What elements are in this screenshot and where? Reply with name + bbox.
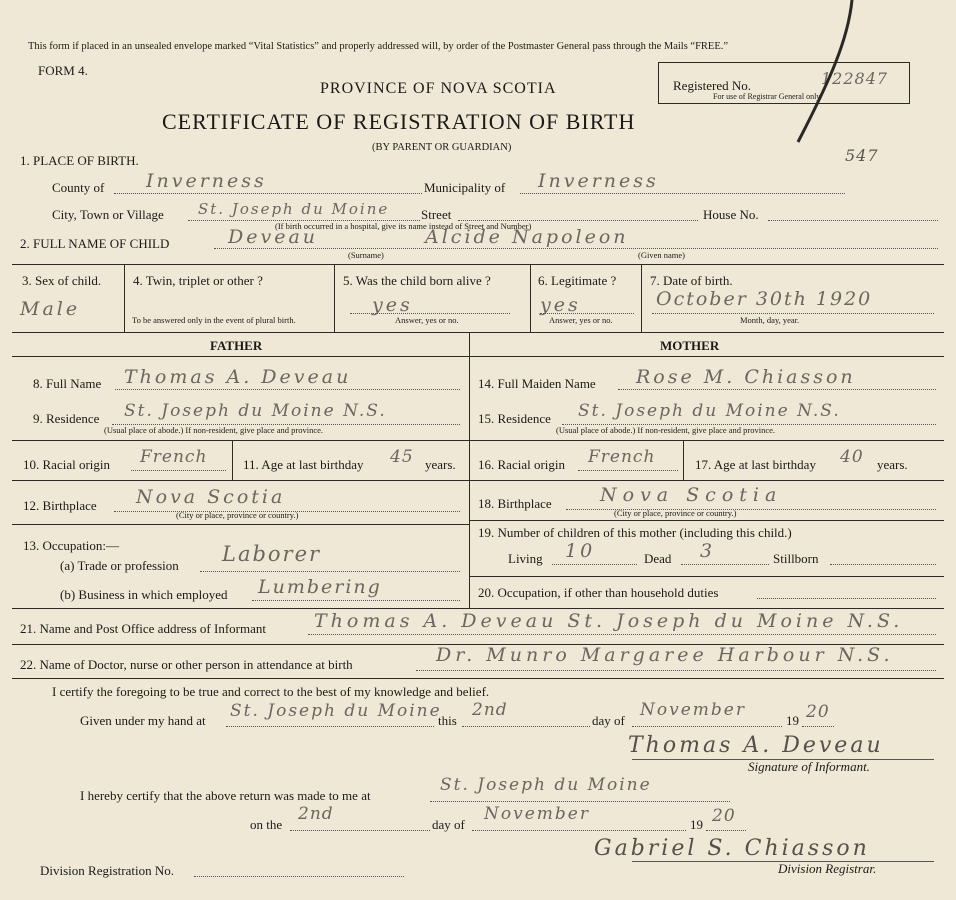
father-heading: FATHER [210, 338, 263, 353]
born-alive-label: 5. Was the child born alive ? [343, 273, 491, 288]
father-age-label: 11. Age at last birthday [243, 457, 364, 472]
father-name-value: Thomas A. Deveau [124, 366, 352, 388]
registrar-day-value: 2nd [298, 804, 334, 824]
mother-residence-note: (Usual place of abode.) If non-resident, give place and province. [556, 425, 776, 435]
mother-children-label: 19. Number of children of this mother (including this child.) [478, 525, 792, 540]
house-number-label: House No. [703, 207, 759, 222]
city-value: St. Joseph du Moine [198, 200, 390, 218]
form-number: FORM 4. [38, 63, 88, 78]
father-occupation-label: 13. Occupation:— [23, 538, 120, 553]
stillborn-label: Stillborn [773, 551, 819, 566]
mother-birthplace-value: Nova Scotia [600, 484, 783, 506]
dead-value: 3 [700, 540, 716, 562]
registered-value: 122847 [821, 69, 889, 88]
living-label: Living [508, 551, 543, 566]
certify-statement: I certify the foregoing to be true and correct to the best of my knowledge and belief. [52, 684, 490, 699]
informant-value: Thomas A. Deveau St. Joseph du Moine N.S. [314, 610, 904, 632]
living-value: 10 [565, 540, 596, 562]
mail-notice: This form if placed in an unsealed envelope marked “Vital Statistics” and properly addressed will, by order of the Postmaster General pass through the Mails “FREE.” [28, 41, 729, 52]
mother-name-value: Rose M. Chiasson [636, 366, 856, 388]
father-name-label: 8. Full Name [33, 376, 102, 391]
street-label: Street [421, 207, 452, 222]
father-residence-label: 9. Residence [33, 411, 100, 426]
certification-day-of-label: day of [592, 713, 625, 728]
pen-stroke [790, 0, 860, 150]
certification-month-value: November [640, 700, 746, 720]
mother-heading: MOTHER [660, 338, 720, 353]
father-business-label: (b) Business in which employed [60, 587, 228, 602]
father-trade-label: (a) Trade or profession [60, 558, 179, 573]
mother-racial-origin-value: French [588, 447, 656, 467]
registrar-year-value: 20 [712, 806, 736, 826]
father-birthplace-label: 12. Birthplace [23, 498, 97, 513]
registrar-signature-caption: Division Registrar. [778, 861, 877, 876]
child-surname-value: Deveau [228, 226, 319, 248]
father-racial-origin-label: 10. Racial origin [23, 457, 111, 472]
informant-signature: Thomas A. Deveau [628, 733, 884, 758]
doctor-value: Dr. Munro Margaree Harbour N.S. [436, 644, 894, 666]
place-of-birth-heading: 1. PLACE OF BIRTH. [20, 153, 139, 168]
registered-label: Registered No. [673, 78, 751, 93]
mother-racial-origin-label: 16. Racial origin [478, 457, 566, 472]
legitimate-note: Answer, yes or no. [549, 315, 613, 325]
mother-name-label: 14. Full Maiden Name [478, 376, 596, 391]
father-trade-value: Laborer [222, 542, 322, 566]
certification-day-value: 2nd [472, 700, 508, 720]
mother-residence-label: 15. Residence [478, 411, 551, 426]
twin-label: 4. Twin, triplet or other ? [133, 273, 263, 288]
mother-age-value: 40 [840, 447, 864, 467]
father-age-value: 45 [390, 447, 414, 467]
registered-box [658, 62, 910, 104]
registrar-place-value: St. Joseph du Moine [440, 775, 652, 795]
registrar-day-of-label: day of [432, 817, 465, 832]
dead-label: Dead [644, 551, 672, 566]
given-place-value: St. Joseph du Moine [230, 701, 442, 721]
date-of-birth-note: Month, day, year. [740, 315, 800, 325]
child-name-label: 2. FULL NAME OF CHILD [20, 236, 170, 251]
city-label: City, Town or Village [52, 207, 164, 222]
father-racial-origin-value: French [140, 447, 208, 467]
municipality-label: Municipality of [424, 180, 506, 195]
legitimate-label: 6. Legitimate ? [538, 273, 617, 288]
informant-signature-caption: Signature of Informant. [748, 759, 870, 774]
mother-birthplace-label: 18. Birthplace [478, 496, 552, 511]
father-business-value: Lumbering [258, 576, 382, 598]
division-registration-label: Division Registration No. [40, 863, 174, 878]
municipality-value: Inverness [538, 170, 659, 192]
hospital-note: (If birth occurred in a hospital, give its name instead of Street and Number) [275, 221, 532, 231]
registrar-year-prefix: 19 [690, 817, 703, 832]
father-birthplace-value: Nova Scotia [136, 486, 286, 508]
certification-year-value: 20 [806, 702, 830, 722]
certification-year-prefix: 19 [786, 713, 799, 728]
father-residence-value: St. Joseph du Moine N.S. [124, 401, 387, 421]
mother-age-label: 17. Age at last birthday [695, 457, 816, 472]
date-of-birth-value: October 30th 1920 [656, 288, 873, 310]
born-alive-value: yes [372, 294, 413, 316]
corner-number: 547 [845, 146, 879, 165]
registrar-month-value: November [484, 804, 590, 824]
legitimate-value: yes [540, 294, 581, 316]
twin-note: To be answered only in the event of plural birth. [132, 315, 296, 325]
surname-caption: (Surname) [348, 250, 384, 260]
child-given-name-value: Alcide Napoleon [425, 226, 629, 248]
registrar-use-note: For use of Registrar General only. [713, 92, 822, 101]
certificate-subtitle: (BY PARENT OR GUARDIAN) [372, 142, 512, 153]
registrar-on-the-label: on the [250, 817, 283, 832]
doctor-label: 22. Name of Doctor, nurse or other person in attendance at birth [20, 657, 353, 672]
father-age-unit: years. [425, 457, 456, 472]
born-alive-note: Answer, yes or no. [395, 315, 459, 325]
mother-residence-value: St. Joseph du Moine N.S. [578, 401, 841, 421]
county-value: Inverness [146, 170, 267, 192]
mother-occupation-label: 20. Occupation, if other than household duties [478, 585, 719, 600]
father-birthplace-note: (City or place, province or country.) [176, 510, 299, 520]
father-residence-note: (Usual place of abode.) If non-resident, give place and province. [104, 425, 324, 435]
given-under-hand-label: Given under my hand at [80, 713, 206, 728]
given-name-caption: (Given name) [638, 250, 685, 260]
registrar-signature: Gabriel S. Chiasson [594, 836, 870, 861]
sex-value: Male [20, 298, 81, 320]
province-heading: PROVINCE OF NOVA SCOTIA [320, 80, 557, 97]
county-label: County of [52, 180, 105, 195]
this-label: this [438, 713, 457, 728]
informant-label: 21. Name and Post Office address of Informant [20, 621, 266, 636]
registrar-statement: I hereby certify that the above return was made to me at [80, 788, 371, 803]
certificate-title: CERTIFICATE OF REGISTRATION OF BIRTH [162, 109, 636, 134]
date-of-birth-label: 7. Date of birth. [650, 273, 733, 288]
sex-label: 3. Sex of child. [22, 273, 102, 288]
mother-age-unit: years. [877, 457, 908, 472]
mother-birthplace-note: (City or place, province or country.) [614, 508, 737, 518]
